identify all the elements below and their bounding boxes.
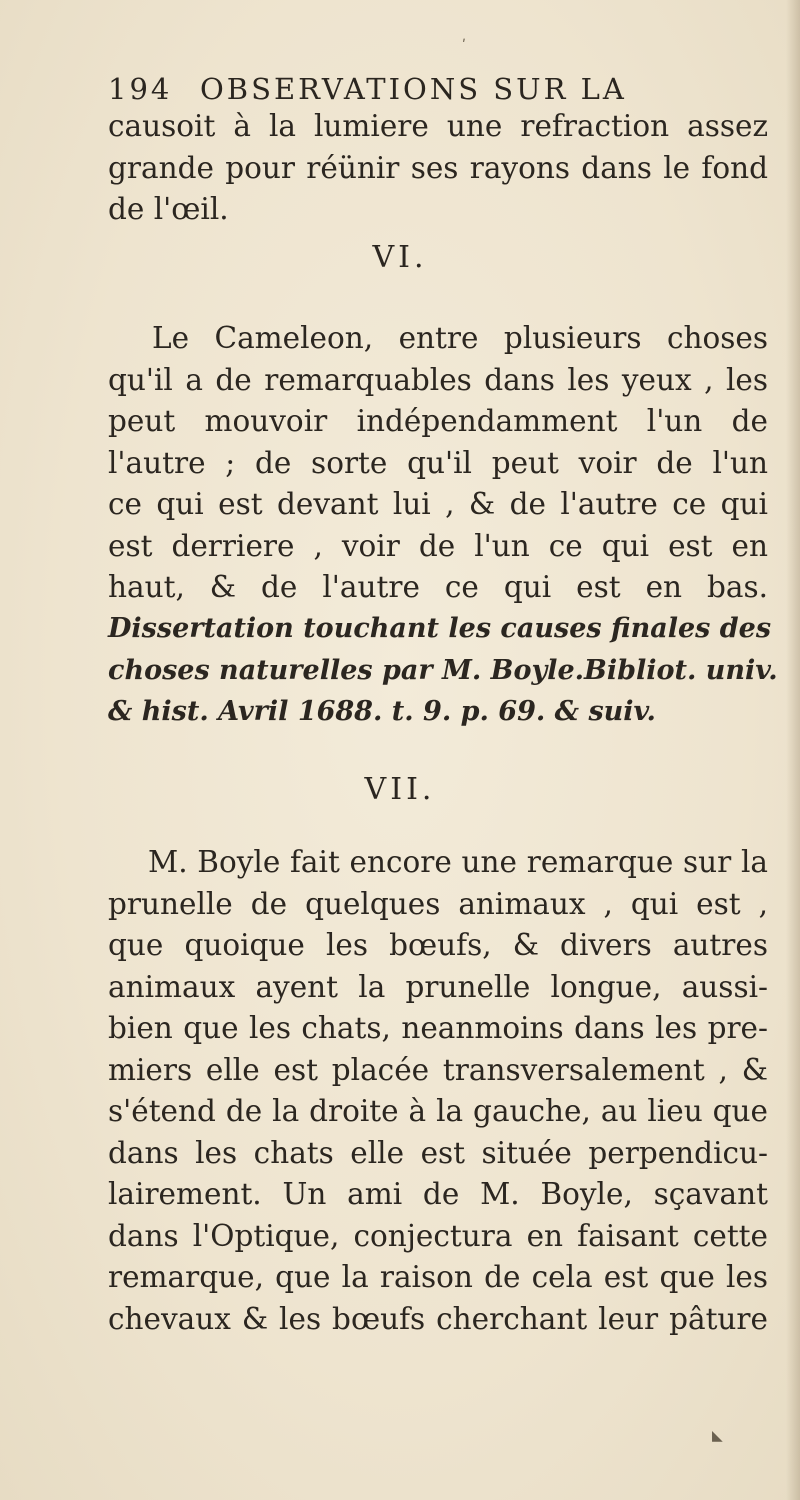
section-heading-vii: VII. <box>364 772 436 807</box>
text-line: l'autre ; de sorte qu'il peut voir de l'un <box>108 445 768 480</box>
text-line: s'étend de la droite à la gauche, au lieu que <box>108 1094 768 1128</box>
text-line: chevaux & les bœufs cherchant leur pâture <box>108 1301 768 1336</box>
section-continuation <box>108 106 768 231</box>
text-line: est derriere , voir de l'un ce qui est en <box>108 528 768 563</box>
text-line: haut, & de l'autre ce qui est en bas. <box>108 570 768 604</box>
page-spine-shadow <box>786 0 800 1500</box>
section-vi-paragraph <box>108 318 768 609</box>
text-line: Le Cameleon, entre plusieurs choses <box>152 321 768 355</box>
text-line: dans les chats elle est située perpendicu- <box>108 1135 768 1170</box>
page-number: 194 <box>108 72 173 106</box>
text-line: que quoique les bœufs, & divers autres <box>108 928 768 962</box>
ink-speck: ◣ <box>712 1428 723 1444</box>
text-line: miers elle est placée transversalement , & <box>108 1052 768 1087</box>
text-line: dans l'Optique, conjectura en faisant cette <box>108 1218 768 1253</box>
text-line: M. Boyle fait encore une remarque sur la <box>148 845 768 879</box>
text-line: prunelle de quelques animaux , qui est , <box>108 886 768 921</box>
ink-speck: ʹ <box>462 38 466 54</box>
citation <box>108 608 778 733</box>
section-vii-paragraph <box>108 842 768 1340</box>
text-line: grande pour réünir ses rayons dans le fond <box>108 150 768 185</box>
citation-line: Dissertation touchant les causes finales des <box>108 613 772 644</box>
text-line: lairement. Un ami de M. Boyle, sçavant <box>108 1177 768 1211</box>
running-title: OBSERVATIONS SUR LA <box>200 72 627 106</box>
text-line: causoit à la lumiere une refraction assez <box>108 109 768 143</box>
text-line: ce qui est devant lui , & de l'autre ce qui <box>108 487 768 521</box>
text-line: de l'œil. <box>108 192 229 226</box>
text-line: qu'il a de remarquables dans les yeux , les <box>108 362 768 397</box>
citation-line: & hist. Avril 1688. t. 9. p. 69. & suiv. <box>108 696 656 727</box>
text-line: bien que les chats, neanmoins dans les pre- <box>108 1011 768 1045</box>
citation-line: choses naturelles par M. Boyle.Bibliot. univ. <box>108 654 778 686</box>
section-heading-vi: VI. <box>372 240 428 275</box>
text-line: peut mouvoir indépendamment l'un de <box>108 404 768 438</box>
text-line: animaux ayent la prunelle longue, aussi- <box>108 969 768 1004</box>
text-line: remarque, que la raison de cela est que les <box>108 1260 768 1294</box>
